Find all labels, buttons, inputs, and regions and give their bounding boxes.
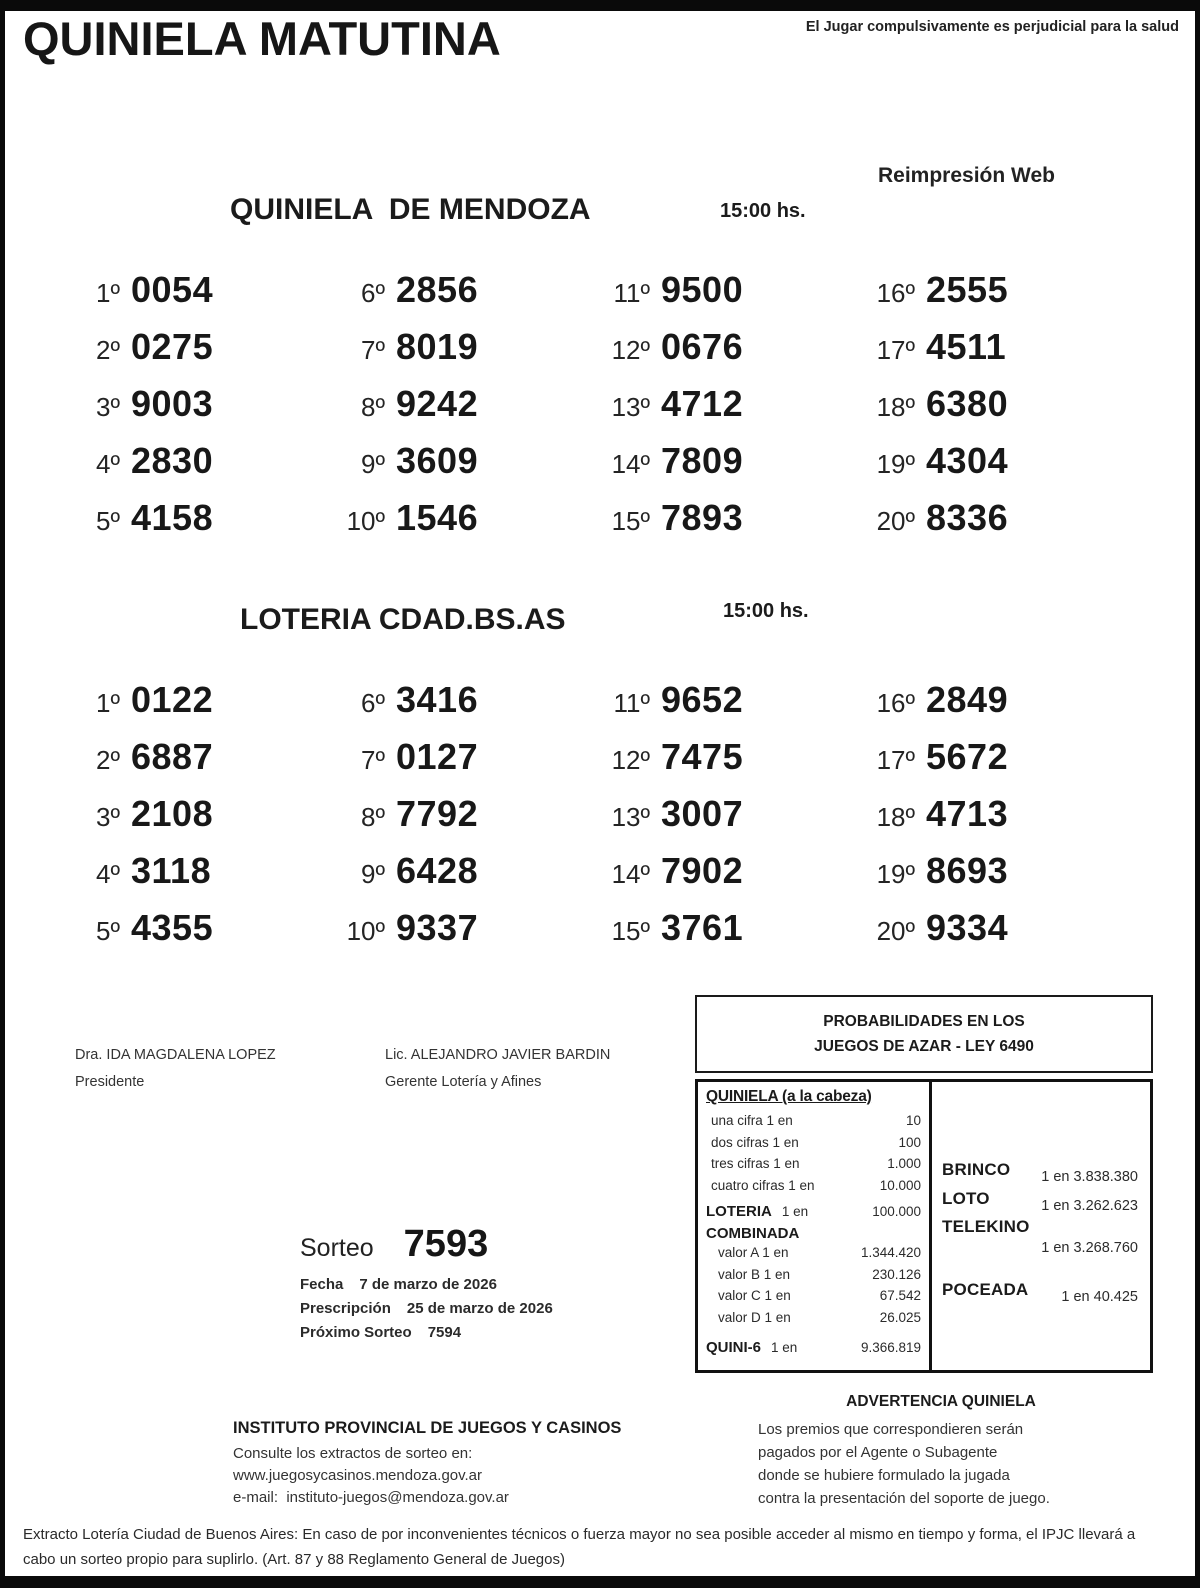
- result-number: 2555: [926, 269, 1009, 310]
- result-position: 12º: [611, 745, 650, 775]
- game-odds-telekino: TELEKINO 1 en 3.268.760: [942, 1217, 1138, 1256]
- draw-detail-row: Próximo Sorteo 7594: [300, 1324, 462, 1341]
- signatory-name: Dra. IDA MAGDALENA LOPEZ: [75, 1047, 276, 1063]
- result-position: 10º: [346, 916, 385, 946]
- result-position: 8º: [361, 802, 385, 832]
- result-position: 17º: [876, 335, 915, 365]
- result-position: 16º: [876, 278, 915, 308]
- result-cell: [327, 736, 592, 793]
- result-number: 4712: [661, 383, 744, 424]
- result-cell: [62, 736, 327, 793]
- result-cell: [857, 440, 1122, 497]
- result-cell: [62, 269, 327, 326]
- advertencia-line: Los premios que correspondieren serán: [758, 1421, 1024, 1438]
- result-cell: [327, 269, 592, 326]
- result-number: 9242: [396, 383, 479, 424]
- result-number: 2830: [131, 440, 214, 481]
- probabilities-left-column: [698, 1082, 932, 1370]
- result-position: 19º: [876, 449, 915, 479]
- institute-line: e-mail: instituto-juegos@mendoza.gov.ar: [233, 1489, 509, 1506]
- result-position: 5º: [96, 506, 120, 536]
- result-cell: [592, 440, 857, 497]
- result-cell: [62, 679, 327, 736]
- game-odds-brinco: BRINCO 1 en 3.838.380: [942, 1160, 1138, 1185]
- draw-detail-rows: [300, 1273, 553, 1345]
- quini6-odds-row: QUINI-6 1 en 9.366.819: [706, 1339, 921, 1356]
- result-number: 0122: [131, 679, 214, 720]
- odds-row: tres cifras 1 en 1.000: [711, 1156, 921, 1171]
- result-number: 6887: [131, 736, 214, 777]
- result-cell: [62, 793, 327, 850]
- advertencia-line: pagados por el Agente o Subagente: [758, 1444, 998, 1461]
- result-number: 7475: [661, 736, 744, 777]
- result-cell: [592, 383, 857, 440]
- result-number: 7792: [396, 793, 479, 834]
- combinada-odds-rows: [706, 1242, 921, 1328]
- result-position: 11º: [613, 278, 650, 308]
- draw-detail-row: Fecha 7 de marzo de 2026: [300, 1276, 497, 1293]
- game-odds-poceada: POCEADA 1 en 40.425: [942, 1280, 1138, 1305]
- quiniela-odds-heading: QUINIELA (a la cabeza): [706, 1088, 872, 1105]
- result-number: 8336: [926, 497, 1009, 538]
- draw-time-bsas: 15:00 hs.: [723, 600, 809, 622]
- signatory-president: [75, 1047, 276, 1090]
- result-number: 0676: [661, 326, 744, 367]
- draw-info-block: [300, 1223, 553, 1345]
- signatory-role: Presidente: [75, 1074, 145, 1090]
- result-number: 4304: [926, 440, 1009, 481]
- result-cell: [327, 440, 592, 497]
- institute-name: INSTITUTO PROVINCIAL DE JUEGOS Y CASINOS: [233, 1419, 622, 1437]
- advertencia-line: contra la presentación del soporte de juego.: [758, 1490, 1050, 1507]
- institute-block: [233, 1419, 621, 1509]
- result-number: 4713: [926, 793, 1009, 834]
- result-position: 9º: [361, 449, 385, 479]
- result-cell: [592, 269, 857, 326]
- signatory-manager: [385, 1047, 610, 1090]
- signatory-role: Gerente Lotería y Afines: [385, 1074, 542, 1090]
- result-number: 2108: [131, 793, 214, 834]
- result-position: 4º: [96, 449, 120, 479]
- result-position: 6º: [361, 278, 385, 308]
- result-number: 0275: [131, 326, 214, 367]
- probabilities-right-column: [932, 1082, 1150, 1370]
- result-number: 4511: [926, 326, 1007, 367]
- result-cell: [857, 907, 1122, 964]
- result-number: 9003: [131, 383, 214, 424]
- result-cell: [327, 907, 592, 964]
- result-cell: [592, 907, 857, 964]
- result-cell: [592, 793, 857, 850]
- result-position: 11º: [613, 688, 650, 718]
- result-number: 1546: [396, 497, 479, 538]
- odds-row: valor C 1 en 67.542: [718, 1288, 921, 1303]
- result-number: 4355: [131, 907, 214, 948]
- probabilities-body: [695, 1079, 1153, 1373]
- section-heading-mendoza: QUINIELA DE MENDOZA: [230, 193, 591, 226]
- game-odds-loto: LOTO 1 en 3.262.623: [942, 1189, 1138, 1214]
- sorteo-number: 7593: [403, 1223, 489, 1265]
- result-cell: [327, 850, 592, 907]
- result-cell: [62, 383, 327, 440]
- result-cell: [857, 736, 1122, 793]
- results-grid-bsas: [62, 679, 1122, 964]
- result-position: 15º: [611, 916, 650, 946]
- odds-row: una cifra 1 en 10: [711, 1113, 921, 1128]
- result-number: 7902: [661, 850, 744, 891]
- result-position: 4º: [96, 859, 120, 889]
- result-number: 4158: [131, 497, 214, 538]
- result-position: 10º: [346, 506, 385, 536]
- result-cell: [62, 850, 327, 907]
- result-cell: [857, 850, 1122, 907]
- section-heading-bsas: LOTERIA CDAD.BS.AS: [240, 603, 566, 636]
- result-position: 3º: [96, 802, 120, 832]
- result-number: 0054: [131, 269, 214, 310]
- result-position: 7º: [361, 745, 385, 775]
- result-position: 18º: [876, 392, 915, 422]
- result-position: 3º: [96, 392, 120, 422]
- advertencia-block: [750, 1393, 1132, 1510]
- result-cell: [592, 326, 857, 383]
- result-number: 2849: [926, 679, 1009, 720]
- result-position: 19º: [876, 859, 915, 889]
- probabilities-title: [695, 995, 1153, 1073]
- advertencia-lines: [750, 1418, 1132, 1510]
- result-cell: [62, 440, 327, 497]
- result-number: 5672: [926, 736, 1009, 777]
- result-position: 12º: [611, 335, 650, 365]
- probabilities-title-line1: PROBABILIDADES EN LOS: [823, 1013, 1025, 1030]
- result-number: 2856: [396, 269, 479, 310]
- result-cell: [592, 497, 857, 554]
- result-position: 14º: [611, 859, 650, 889]
- result-number: 6380: [926, 383, 1009, 424]
- result-cell: [592, 736, 857, 793]
- result-position: 7º: [361, 335, 385, 365]
- health-warning-text: El Jugar compulsivamente es perjudicial para la salud: [805, 19, 1179, 35]
- result-position: 14º: [611, 449, 650, 479]
- result-position: 1º: [96, 688, 120, 718]
- result-cell: [592, 850, 857, 907]
- result-position: 20º: [876, 506, 915, 536]
- result-cell: [857, 383, 1122, 440]
- result-position: 6º: [361, 688, 385, 718]
- result-number: 3609: [396, 440, 479, 481]
- combinada-heading: COMBINADA: [706, 1225, 800, 1242]
- result-cell: [327, 497, 592, 554]
- institute-line: www.juegosycasinos.mendoza.gov.ar: [233, 1467, 483, 1484]
- result-cell: [857, 326, 1122, 383]
- odds-row: valor B 1 en 230.126: [718, 1266, 921, 1282]
- result-position: 13º: [611, 392, 650, 422]
- footnote-text: Extracto Lotería Ciudad de Buenos Aires: En caso de por inconvenientes técnicos o fuerza mayor no sea posible acceder al mismo en tiempo y forma, el IPJC llevará a cabo un sorteo propio para suplirlo. (Art. 87 y 88 Reglamento General de Juegos): [23, 1526, 1136, 1568]
- result-cell: [857, 793, 1122, 850]
- result-cell: [62, 497, 327, 554]
- result-position: 2º: [96, 335, 120, 365]
- result-number: 3007: [661, 793, 744, 834]
- result-number: 7893: [661, 497, 744, 538]
- institute-lines: [233, 1443, 621, 1509]
- result-cell: [857, 269, 1122, 326]
- result-number: 8693: [926, 850, 1009, 891]
- advertencia-title: ADVERTENCIA QUINIELA: [846, 1393, 1036, 1410]
- result-position: 8º: [361, 392, 385, 422]
- result-position: 15º: [611, 506, 650, 536]
- result-cell: [857, 497, 1122, 554]
- result-cell: [327, 383, 592, 440]
- result-number: 3118: [131, 850, 212, 891]
- result-number: 0127: [396, 736, 479, 777]
- draw-time-mendoza: 15:00 hs.: [720, 200, 806, 222]
- result-position: 5º: [96, 916, 120, 946]
- draw-detail-row: Prescripción 25 de marzo de 2026: [300, 1300, 553, 1317]
- result-number: 3416: [396, 679, 479, 720]
- signatory-name: Lic. ALEJANDRO JAVIER BARDIN: [385, 1047, 611, 1063]
- result-cell: [592, 679, 857, 736]
- odds-row: cuatro cifras 1 en 10.000: [711, 1177, 921, 1193]
- result-cell: [62, 326, 327, 383]
- result-number: 7809: [661, 440, 744, 481]
- quiniela-odds-rows: [706, 1110, 921, 1196]
- result-cell: [327, 793, 592, 850]
- results-grid-mendoza: [62, 269, 1122, 554]
- result-cell: [327, 326, 592, 383]
- page-title: QUINIELA MATUTINA: [23, 12, 501, 65]
- odds-row: dos cifras 1 en 100: [711, 1134, 921, 1150]
- result-cell: [62, 907, 327, 964]
- odds-row: valor A 1 en 1.344.420: [718, 1245, 921, 1260]
- result-number: 8019: [396, 326, 479, 367]
- result-cell: [857, 679, 1122, 736]
- result-position: 9º: [361, 859, 385, 889]
- result-position: 2º: [96, 745, 120, 775]
- result-cell: [327, 679, 592, 736]
- loteria-odds-row: LOTERIA 1 en 100.000: [706, 1203, 921, 1220]
- result-position: 16º: [876, 688, 915, 718]
- probabilities-box: [695, 995, 1153, 1373]
- result-position: 1º: [96, 278, 120, 308]
- reprint-web-label: Reimpresión Web: [878, 164, 1055, 187]
- result-position: 17º: [876, 745, 915, 775]
- odds-row: valor D 1 en 26.025: [718, 1309, 921, 1325]
- result-number: 9337: [396, 907, 479, 948]
- probabilities-title-line2: JUEGOS DE AZAR - LEY 6490: [814, 1037, 1034, 1055]
- result-number: 9652: [661, 679, 744, 720]
- result-number: 6428: [396, 850, 479, 891]
- institute-line: Consulte los extractos de sorteo en:: [233, 1445, 473, 1462]
- result-position: 18º: [876, 802, 915, 832]
- result-number: 3761: [661, 907, 744, 948]
- result-number: 9334: [926, 907, 1009, 948]
- sorteo-label: Sorteo: [300, 1234, 374, 1262]
- result-number: 9500: [661, 269, 744, 310]
- advertencia-line: donde se hubiere formulado la jugada: [758, 1467, 1010, 1484]
- result-position: 13º: [611, 802, 650, 832]
- draw-number-row: [300, 1223, 553, 1266]
- result-position: 20º: [876, 916, 915, 946]
